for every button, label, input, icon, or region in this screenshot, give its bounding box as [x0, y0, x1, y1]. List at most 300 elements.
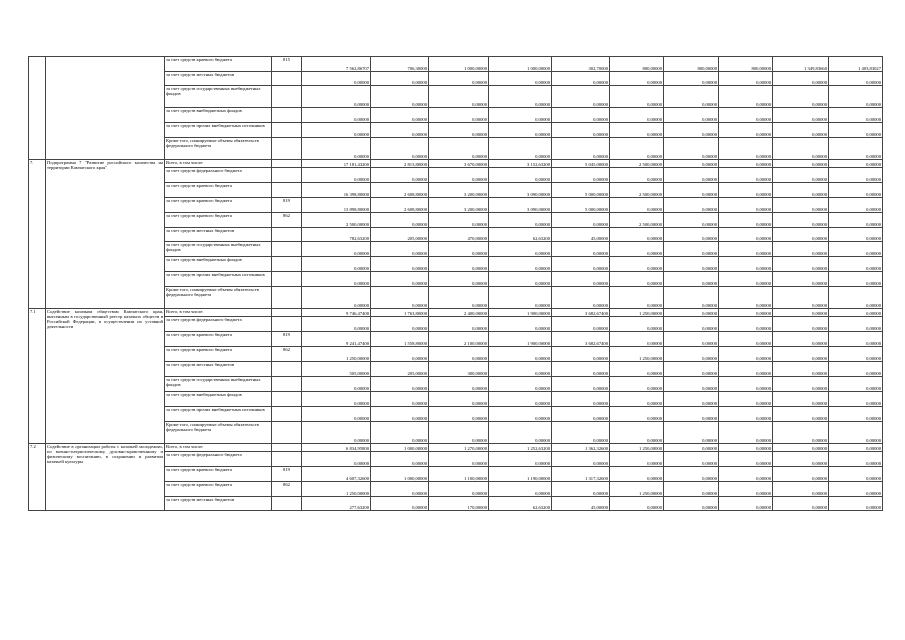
year-amount-cell: 0,00000 [829, 377, 883, 392]
year-amount-cell: 0,00000 [429, 272, 489, 287]
year-amount-cell: 2 100,00000 [429, 332, 489, 347]
funding-source-cell: Кроме того, планируемые объемы обязательств федерального бюджета [165, 422, 272, 444]
row-number-cell [29, 57, 46, 160]
year-amount-cell: 205,00000 [371, 228, 429, 242]
year-amount-cell: 0,00000 [773, 422, 829, 444]
year-amount-cell: 0,00000 [371, 138, 429, 160]
total-amount-cell: 0,00000 [302, 108, 371, 123]
year-amount-cell: 0,00000 [610, 108, 664, 123]
total-amount-cell: 0,00000 [302, 287, 371, 309]
year-amount-cell: 302,70000 [552, 57, 610, 72]
year-amount-cell: 0,00000 [429, 213, 489, 228]
year-amount-cell: 0,00000 [552, 257, 610, 272]
total-amount-cell: 782,63200 [302, 228, 371, 242]
year-amount-cell: 0,00000 [719, 317, 773, 332]
year-amount-cell: 0,00000 [829, 362, 883, 377]
year-amount-cell: 0,00000 [429, 377, 489, 392]
year-amount-cell: 2 500,00000 [610, 213, 664, 228]
year-amount-cell: 0,00000 [719, 309, 773, 317]
funding-source-cell: за счет средств краевого бюджета [165, 347, 272, 362]
year-amount-cell: 0,00000 [552, 213, 610, 228]
year-amount-cell: 0,00000 [610, 377, 664, 392]
year-amount-cell: 0,00000 [552, 108, 610, 123]
year-amount-cell: 0,00000 [664, 317, 719, 332]
year-amount-cell: 0,00000 [429, 108, 489, 123]
year-amount-cell: 0,00000 [664, 86, 719, 108]
year-amount-cell: 0,00000 [829, 444, 883, 452]
funding-source-cell: Всего, в том числе: [165, 309, 272, 317]
year-amount-cell: 0,00000 [773, 108, 829, 123]
year-amount-cell: 0,00000 [719, 72, 773, 86]
year-amount-cell: 0,00000 [719, 183, 773, 198]
year-amount-cell: 0,00000 [829, 452, 883, 467]
year-amount-cell: 5 000,00000 [552, 198, 610, 213]
year-amount-cell: 0,00000 [664, 347, 719, 362]
funding-source-cell: за счет средств краевого бюджета [165, 198, 272, 213]
year-amount-cell: 2 400,00000 [429, 309, 489, 317]
year-amount-cell: 1 763,80000 [371, 309, 429, 317]
funding-source-cell: за счет средств прочих внебюджетных источников [165, 123, 272, 138]
year-amount-cell: 0,00000 [610, 407, 664, 422]
year-amount-cell: 0,00000 [719, 160, 773, 168]
year-amount-cell: 706,30000 [371, 57, 429, 72]
year-amount-cell: 0,00000 [371, 257, 429, 272]
year-amount-cell: 0,00000 [664, 213, 719, 228]
year-amount-cell: 0,00000 [664, 108, 719, 123]
year-amount-cell: 0,00000 [773, 213, 829, 228]
year-amount-cell: 0,00000 [552, 392, 610, 407]
year-amount-cell: 0,00000 [489, 317, 552, 332]
year-amount-cell: 0,00000 [489, 123, 552, 138]
row-number-cell: 7.1 [29, 309, 46, 444]
funding-source-cell: за счет средств краевого бюджета [165, 183, 272, 198]
year-amount-cell: 0,00000 [489, 287, 552, 309]
budget-code-cell [272, 257, 302, 272]
budget-code-cell: 862 [272, 213, 302, 228]
budget-code-cell [272, 444, 302, 452]
year-amount-cell: 62,63200 [489, 497, 552, 511]
total-amount-cell: 0,00000 [302, 452, 371, 467]
year-amount-cell: 0,00000 [664, 309, 719, 317]
year-amount-cell: 0,00000 [489, 452, 552, 467]
year-amount-cell: 0,00000 [429, 422, 489, 444]
budget-table-body [29, 57, 883, 511]
funding-source-cell: Кроме того, планируемые объемы обязательств федерального бюджета [165, 287, 272, 309]
year-amount-cell: 2 813,80000 [371, 160, 429, 168]
total-amount-cell: 2 500,00000 [302, 213, 371, 228]
year-amount-cell: 0,00000 [773, 347, 829, 362]
year-amount-cell: 0,00000 [829, 86, 883, 108]
year-amount-cell: 0,00000 [773, 309, 829, 317]
year-amount-cell: 0,00000 [664, 444, 719, 452]
year-amount-cell: 0,00000 [489, 242, 552, 257]
year-amount-cell: 0,00000 [489, 272, 552, 287]
year-amount-cell: 0,00000 [371, 168, 429, 183]
year-amount-cell: 0,00000 [829, 123, 883, 138]
funding-source-cell: за счет средств краевого бюджета [165, 467, 272, 482]
total-amount-cell: 0,00000 [302, 138, 371, 160]
table-row [29, 309, 883, 317]
year-amount-cell: 1 100,00000 [429, 467, 489, 482]
year-amount-cell: 800,00000 [719, 57, 773, 72]
year-amount-cell: 0,00000 [489, 407, 552, 422]
year-amount-cell: 0,00000 [773, 198, 829, 213]
year-amount-cell: 0,00000 [610, 228, 664, 242]
year-amount-cell: 0,00000 [610, 287, 664, 309]
year-amount-cell: 0,00000 [829, 108, 883, 123]
total-amount-cell: 0,00000 [302, 123, 371, 138]
year-amount-cell: 0,00000 [552, 317, 610, 332]
total-amount-cell: 16 398,80000 [302, 183, 371, 198]
year-amount-cell: 0,00000 [829, 407, 883, 422]
funding-source-cell: за счет средств прочих внебюджетных источников [165, 272, 272, 287]
year-amount-cell: 0,00000 [829, 422, 883, 444]
funding-source-cell: за счет средств местных бюджетов [165, 72, 272, 86]
budget-code-cell [272, 86, 302, 108]
total-amount-cell: 0,00000 [302, 242, 371, 257]
year-amount-cell: 0,00000 [552, 242, 610, 257]
year-amount-cell: 0,00000 [664, 497, 719, 511]
year-amount-cell: 0,00000 [552, 287, 610, 309]
year-amount-cell: 0,00000 [664, 72, 719, 86]
year-amount-cell: 0,00000 [829, 228, 883, 242]
year-amount-cell: 0,00000 [664, 362, 719, 377]
year-amount-cell: 1 317,32600 [552, 467, 610, 482]
year-amount-cell: 0,00000 [552, 377, 610, 392]
year-amount-cell: 0,00000 [489, 362, 552, 377]
total-amount-cell: 0,00000 [302, 168, 371, 183]
total-amount-cell: 0,00000 [302, 407, 371, 422]
year-amount-cell: 0,00000 [773, 377, 829, 392]
year-amount-cell: 300,00000 [429, 362, 489, 377]
year-amount-cell: 0,00000 [829, 317, 883, 332]
budget-code-cell [272, 242, 302, 257]
year-amount-cell: 0,00000 [610, 497, 664, 511]
year-amount-cell: 1 250,00000 [610, 309, 664, 317]
year-amount-cell: 2 500,00000 [610, 183, 664, 198]
funding-source-cell: Всего, в том числе: [165, 444, 272, 452]
budget-code-cell: 862 [272, 347, 302, 362]
total-amount-cell: 9 241,47400 [302, 332, 371, 347]
year-amount-cell: 3 682,67400 [552, 332, 610, 347]
year-amount-cell: 0,00000 [773, 72, 829, 86]
budget-code-cell: 819 [272, 198, 302, 213]
program-name-cell: Содействие в организации работы с казачьей молодежью, по военно-патриотическому, духовно-нравственному и физическому воспитанию, в сохранении и развитии казачьей культуры [46, 444, 165, 511]
year-amount-cell: 0,00000 [719, 407, 773, 422]
year-amount-cell: 2 500,00000 [610, 160, 664, 168]
budget-code-cell [272, 228, 302, 242]
year-amount-cell: 0,00000 [489, 377, 552, 392]
funding-source-cell: за счет средств местных бюджетов [165, 228, 272, 242]
year-amount-cell: 0,00000 [719, 228, 773, 242]
funding-source-cell: за счет средств государственных внебюджетных фондов [165, 86, 272, 108]
year-amount-cell: 0,00000 [773, 407, 829, 422]
year-amount-cell: 1 250,00000 [610, 482, 664, 497]
year-amount-cell: 0,00000 [489, 347, 552, 362]
year-amount-cell: 0,00000 [773, 317, 829, 332]
year-amount-cell: 0,00000 [773, 497, 829, 511]
year-amount-cell: 0,00000 [664, 332, 719, 347]
total-amount-cell: 505,00000 [302, 362, 371, 377]
year-amount-cell: 0,00000 [489, 72, 552, 86]
year-amount-cell: 1 362,32600 [552, 444, 610, 452]
year-amount-cell: 0,00000 [552, 123, 610, 138]
year-amount-cell: 0,00000 [610, 242, 664, 257]
funding-source-cell: за счет средств краевого бюджета [165, 482, 272, 497]
year-amount-cell: 1 000,00000 [371, 444, 429, 452]
budget-code-cell [272, 309, 302, 317]
year-amount-cell: 0,00000 [719, 377, 773, 392]
table-row [29, 57, 883, 72]
year-amount-cell: 0,00000 [610, 86, 664, 108]
year-amount-cell: 0,00000 [664, 183, 719, 198]
year-amount-cell: 0,00000 [664, 198, 719, 213]
total-amount-cell: 4 607,32600 [302, 467, 371, 482]
year-amount-cell: 205,00000 [371, 362, 429, 377]
year-amount-cell: 3 682,67400 [552, 309, 610, 317]
funding-source-cell: за счет средств государственных внебюджетных фондов [165, 242, 272, 257]
year-amount-cell: 0,00000 [829, 242, 883, 257]
year-amount-cell: 1 250,00000 [610, 444, 664, 452]
year-amount-cell: 0,00000 [773, 362, 829, 377]
year-amount-cell: 0,00000 [371, 317, 429, 332]
year-amount-cell: 0,00000 [610, 272, 664, 287]
year-amount-cell: 0,00000 [719, 138, 773, 160]
year-amount-cell: 0,00000 [489, 138, 552, 160]
year-amount-cell: 3 152,63200 [489, 160, 552, 168]
year-amount-cell: 0,00000 [664, 272, 719, 287]
year-amount-cell: 0,00000 [371, 272, 429, 287]
year-amount-cell: 1 000,00000 [429, 57, 489, 72]
year-amount-cell: 0,00000 [719, 362, 773, 377]
year-amount-cell: 5 000,00000 [552, 183, 610, 198]
year-amount-cell: 0,00000 [429, 347, 489, 362]
budget-code-cell [272, 422, 302, 444]
budget-code-cell [272, 392, 302, 407]
year-amount-cell: 0,00000 [719, 392, 773, 407]
year-amount-cell: 0,00000 [429, 452, 489, 467]
year-amount-cell: 0,00000 [371, 86, 429, 108]
year-amount-cell: 0,00000 [829, 168, 883, 183]
year-amount-cell: 0,00000 [664, 452, 719, 467]
year-amount-cell: 0,00000 [719, 452, 773, 467]
year-amount-cell: 0,00000 [773, 242, 829, 257]
budget-code-cell [272, 183, 302, 198]
year-amount-cell: 0,00000 [773, 138, 829, 160]
year-amount-cell: 0,00000 [829, 160, 883, 168]
year-amount-cell: 800,00000 [610, 57, 664, 72]
year-amount-cell: 0,00000 [719, 242, 773, 257]
total-amount-cell: 13 898,80000 [302, 198, 371, 213]
year-amount-cell: 0,00000 [829, 332, 883, 347]
budget-code-cell [272, 123, 302, 138]
year-amount-cell: 0,00000 [371, 407, 429, 422]
year-amount-cell: 2 608,80000 [371, 183, 429, 198]
year-amount-cell: 0,00000 [719, 497, 773, 511]
total-amount-cell: 0,00000 [302, 272, 371, 287]
year-amount-cell: 3 200,00000 [429, 198, 489, 213]
year-amount-cell: 0,00000 [664, 228, 719, 242]
year-amount-cell: 0,00000 [552, 482, 610, 497]
year-amount-cell: 3 670,00000 [429, 160, 489, 168]
year-amount-cell: 0,00000 [371, 347, 429, 362]
year-amount-cell: 0,00000 [773, 287, 829, 309]
year-amount-cell: 62,63200 [489, 228, 552, 242]
year-amount-cell: 1 000,00000 [371, 467, 429, 482]
budget-code-cell [272, 497, 302, 511]
year-amount-cell: 0,00000 [829, 497, 883, 511]
year-amount-cell: 0,00000 [719, 287, 773, 309]
year-amount-cell: 0,00000 [664, 467, 719, 482]
year-amount-cell: 0,00000 [489, 108, 552, 123]
year-amount-cell: 5 045,00000 [552, 160, 610, 168]
year-amount-cell: 0,00000 [829, 287, 883, 309]
year-amount-cell: 0,00000 [610, 467, 664, 482]
year-amount-cell: 0,00000 [664, 377, 719, 392]
year-amount-cell: 0,00000 [829, 467, 883, 482]
funding-source-cell: за счет средств федерального бюджета [165, 452, 272, 467]
year-amount-cell: 0,00000 [371, 497, 429, 511]
year-amount-cell: 0,00000 [610, 362, 664, 377]
table-row [29, 444, 883, 452]
year-amount-cell: 0,00000 [773, 228, 829, 242]
year-amount-cell: 0,00000 [719, 482, 773, 497]
year-amount-cell: 0,00000 [489, 168, 552, 183]
year-amount-cell: 0,00000 [719, 198, 773, 213]
year-amount-cell: 0,00000 [552, 347, 610, 362]
year-amount-cell: 0,00000 [552, 86, 610, 108]
year-amount-cell: 0,00000 [429, 287, 489, 309]
year-amount-cell: 0,00000 [773, 257, 829, 272]
year-amount-cell: 0,00000 [829, 138, 883, 160]
year-amount-cell: 0,00000 [429, 317, 489, 332]
budget-code-cell [272, 287, 302, 309]
total-amount-cell: 6 834,95800 [302, 444, 371, 452]
year-amount-cell: 0,00000 [773, 183, 829, 198]
year-amount-cell: 0,00000 [429, 168, 489, 183]
year-amount-cell: 0,00000 [719, 467, 773, 482]
year-amount-cell: 0,00000 [429, 242, 489, 257]
year-amount-cell: 0,00000 [371, 213, 429, 228]
year-amount-cell: 45,00000 [552, 497, 610, 511]
year-amount-cell: 0,00000 [664, 482, 719, 497]
year-amount-cell: 0,00000 [489, 422, 552, 444]
year-amount-cell: 0,00000 [371, 242, 429, 257]
year-amount-cell: 45,00000 [552, 228, 610, 242]
year-amount-cell: 0,00000 [664, 392, 719, 407]
year-amount-cell: 1 252,63200 [489, 444, 552, 452]
year-amount-cell: 0,00000 [610, 123, 664, 138]
year-amount-cell: 0,00000 [829, 213, 883, 228]
year-amount-cell: 0,00000 [552, 422, 610, 444]
total-amount-cell: 17 181,43200 [302, 160, 371, 168]
year-amount-cell: 0,00000 [371, 422, 429, 444]
year-amount-cell: 0,00000 [719, 257, 773, 272]
year-amount-cell: 0,00000 [829, 183, 883, 198]
year-amount-cell: 0,00000 [829, 198, 883, 213]
year-amount-cell: 3 090,00000 [489, 198, 552, 213]
year-amount-cell: 0,00000 [664, 287, 719, 309]
budget-code-cell: 819 [272, 467, 302, 482]
funding-source-cell: Кроме того, планируемые объемы обязательств федерального бюджета [165, 138, 272, 160]
year-amount-cell: 0,00000 [552, 168, 610, 183]
year-amount-cell: 0,00000 [664, 257, 719, 272]
funding-source-cell: за счет средств краевого бюджета [165, 57, 272, 72]
budget-code-cell [272, 452, 302, 467]
year-amount-cell: 0,00000 [610, 392, 664, 407]
year-amount-cell: 0,00000 [610, 138, 664, 160]
budget-code-cell [272, 407, 302, 422]
year-amount-cell: 0,00000 [371, 392, 429, 407]
funding-source-cell: Всего, в том числе: [165, 160, 272, 168]
year-amount-cell: 0,00000 [773, 444, 829, 452]
year-amount-cell: 0,00000 [610, 317, 664, 332]
row-number-cell: 7.2 [29, 444, 46, 511]
year-amount-cell: 0,00000 [552, 272, 610, 287]
year-amount-cell: 0,00000 [664, 407, 719, 422]
year-amount-cell: 0,00000 [664, 123, 719, 138]
budget-code-cell [272, 168, 302, 183]
year-amount-cell: 0,00000 [610, 198, 664, 213]
year-amount-cell: 0,00000 [719, 108, 773, 123]
table-row [29, 160, 883, 168]
year-amount-cell: 0,00000 [429, 86, 489, 108]
year-amount-cell: 170,00000 [429, 497, 489, 511]
year-amount-cell: 0,00000 [371, 452, 429, 467]
funding-source-cell: за счет средств прочих внебюджетных источников [165, 407, 272, 422]
year-amount-cell: 0,00000 [489, 86, 552, 108]
year-amount-cell: 0,00000 [719, 444, 773, 452]
year-amount-cell: 0,00000 [829, 72, 883, 86]
row-number-cell: 7. [29, 160, 46, 309]
year-amount-cell: 0,00000 [664, 160, 719, 168]
budget-table-sheet [28, 56, 882, 511]
budget-code-cell [272, 362, 302, 377]
year-amount-cell: 0,00000 [829, 309, 883, 317]
year-amount-cell: 0,00000 [719, 422, 773, 444]
funding-source-cell: за счет средств местных бюджетов [165, 497, 272, 511]
year-amount-cell: 0,00000 [829, 482, 883, 497]
total-amount-cell: 1 250,00000 [302, 482, 371, 497]
year-amount-cell: 0,00000 [371, 377, 429, 392]
year-amount-cell: 0,00000 [489, 213, 552, 228]
total-amount-cell: 0,00000 [302, 422, 371, 444]
year-amount-cell: 1 349,83660 [773, 57, 829, 72]
year-amount-cell: 800,00000 [664, 57, 719, 72]
year-amount-cell: 0,00000 [664, 168, 719, 183]
year-amount-cell: 0,00000 [489, 392, 552, 407]
budget-code-cell [272, 72, 302, 86]
budget-code-cell: 815 [272, 57, 302, 72]
year-amount-cell: 1 000,00000 [489, 57, 552, 72]
year-amount-cell: 1 900,00000 [489, 309, 552, 317]
year-amount-cell: 0,00000 [829, 257, 883, 272]
year-amount-cell: 0,00000 [371, 123, 429, 138]
year-amount-cell: 3 090,00000 [489, 183, 552, 198]
year-amount-cell: 0,00000 [829, 392, 883, 407]
funding-source-cell: за счет средств внебюджетных фондов [165, 392, 272, 407]
year-amount-cell: 0,00000 [773, 86, 829, 108]
year-amount-cell: 1 403,83027 [829, 57, 883, 72]
year-amount-cell: 0,00000 [773, 160, 829, 168]
year-amount-cell: 0,00000 [429, 257, 489, 272]
total-amount-cell: 0,00000 [302, 72, 371, 86]
program-name-cell [46, 57, 165, 160]
year-amount-cell: 0,00000 [610, 452, 664, 467]
year-amount-cell: 0,00000 [719, 213, 773, 228]
budget-code-cell: 862 [272, 482, 302, 497]
budget-code-cell [272, 317, 302, 332]
